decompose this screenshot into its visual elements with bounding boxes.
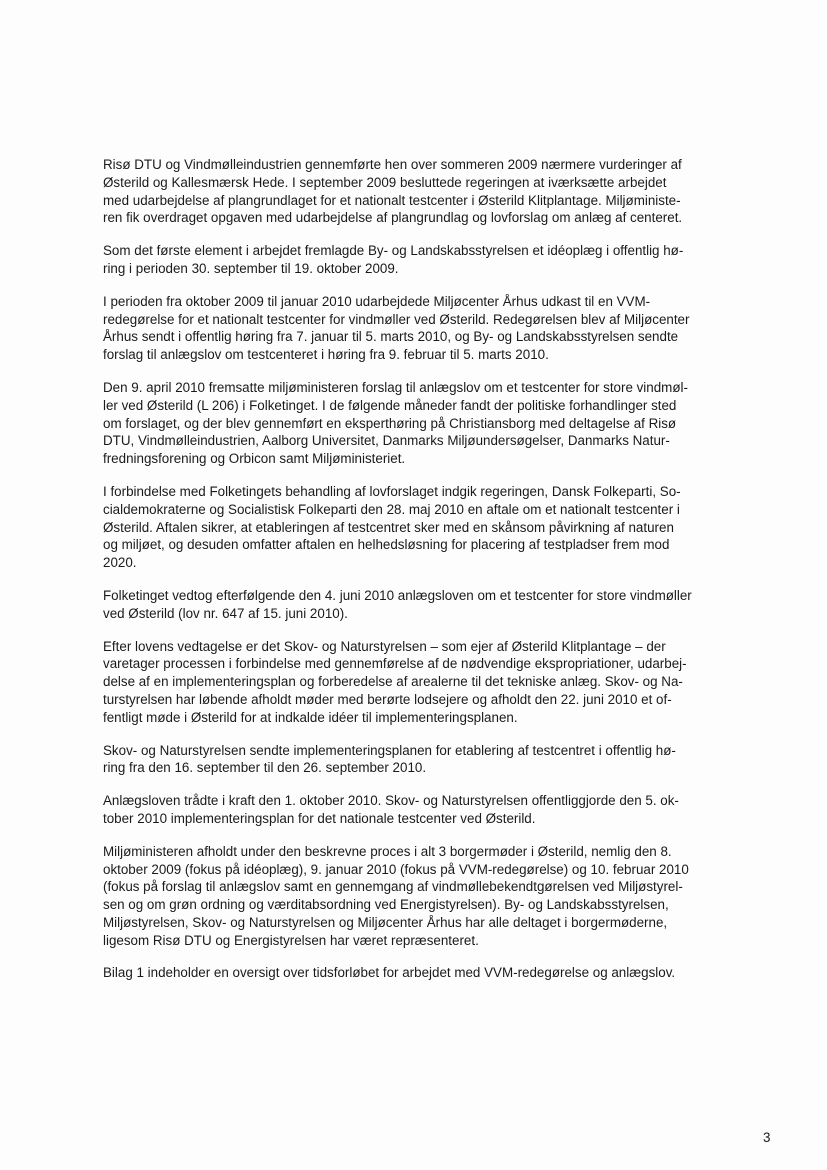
- text-line: Som det første element i arbejdet fremlagde By- og Landskabsstyrelsen et idéoplæg i offentlig hø-: [103, 243, 684, 259]
- text-line: fentligt møde i Østerild for at indkalde idéer til implementeringsplanen.: [103, 709, 518, 725]
- text-line: Risø DTU og Vindmølleindustrien gennemførte hen over sommeren 2009 nærmere vurderinger af: [103, 157, 682, 172]
- document-body: [103, 156, 771, 997]
- text-line: I forbindelse med Folketingets behandling af lovforslaget indgik regeringen, Dansk Folkeparti, So-: [103, 483, 681, 499]
- text-line: delse af en implementeringsplan og forberedelse af arealerne til det tekniske anlæg. Skov- og Na-: [103, 674, 683, 690]
- text-line: Århus sendt i offentlig høring fra 7. januar til 5. marts 2010, og By- og Landskabsstyrelsen sendte: [103, 329, 679, 345]
- text-line: sen og om grøn ordning og værditabsordning ved Energistyrelsen). By- og Landskabsstyrelsen,: [103, 897, 669, 913]
- paragraph: [103, 156, 771, 227]
- text-line: 2020.: [103, 555, 137, 571]
- text-line: med udarbejdelse af plangrundlaget for et nationalt testcenter i Østerild Klitplantage. Miljøministe-: [103, 192, 681, 208]
- text-line: Miljøministeren afholdt under den beskrevne proces i alt 3 borgermøder i Østerild, nemlig den 8.: [103, 843, 672, 859]
- text-line: Skov- og Naturstyrelsen sendte implementeringsplanen for etablering af testcentret i offentlig hø-: [103, 742, 676, 758]
- text-line: Miljøstyrelsen, Skov- og Naturstyrelsen og Miljøcenter Århus har alle deltaget i borgermøderne,: [103, 914, 668, 930]
- paragraph: [103, 742, 771, 778]
- text-line: ring fra den 16. september til den 26. september 2010.: [103, 760, 427, 776]
- paragraph: [103, 242, 771, 278]
- text-line: Den 9. april 2010 fremsatte miljøministeren forslag til anlægslov om et testcenter for store vindmøl-: [103, 379, 688, 395]
- text-line: forslag til anlægslov om testcenteret i høring fra 9. februar til 5. marts 2010.: [103, 347, 549, 363]
- paragraph: [103, 843, 771, 950]
- paragraph: [103, 293, 771, 364]
- paragraph: [103, 379, 771, 468]
- text-line: Folketinget vedtog efterfølgende den 4. juni 2010 anlægsloven om et testcenter for store vindmøller: [103, 587, 692, 603]
- page-number: 3: [763, 1130, 771, 1145]
- text-line: turstyrelsen har løbende afholdt møder med berørte lodsejere og afholdt den 22. juni 2010 et of-: [103, 691, 672, 707]
- paragraph: [103, 792, 771, 828]
- text-line: Efter lovens vedtagelse er det Skov- og Naturstyrelsen – som ejer af Østerild Klitplantage – der: [103, 638, 666, 654]
- text-line: Anlægsloven trådte i kraft den 1. oktober 2010. Skov- og Naturstyrelsen offentliggjorde den 5. ok-: [103, 793, 679, 809]
- text-line: varetager processen i forbindelse med gennemførelse af de nødvendige ekspropriationer, udarbej-: [103, 656, 687, 672]
- text-line: ren fik overdraget opgaven med udarbejdelse af plangrundlag og lovforslag om anlæg af centeret.: [103, 210, 683, 226]
- text-line: fredningsforening og Orbicon samt Miljøministeriet.: [103, 451, 406, 467]
- text-line: ring i perioden 30. september til 19. oktober 2009.: [103, 260, 399, 276]
- text-line: I perioden fra oktober 2009 til januar 2010 udarbejdede Miljøcenter Århus udkast til en VVM-: [103, 293, 651, 309]
- paragraph: [103, 483, 771, 572]
- text-line: ler ved Østerild (L 206) i Folketinget. I de følgende måneder fandt der politiske forhandlinger sted: [103, 397, 677, 413]
- text-line: tober 2010 implementeringsplan for det nationale testcenter ved Østerild.: [103, 810, 536, 826]
- paragraph: [103, 638, 771, 727]
- text-line: Østerild. Aftalen sikrer, at etableringen af testcentret sker med en skånsom påvirkning af naturen: [103, 519, 674, 535]
- text-line: oktober 2009 (fokus på idéoplæg), 9. januar 2010 (fokus på VVM-redegørelse) og 10. februar 2010: [103, 861, 689, 877]
- text-line: og miljøet, og desuden omfatter aftalen en helhedsløsning for placering af testpladser frem mod: [103, 537, 670, 553]
- text-line: Østerild og Kallesmærsk Hede. I september 2009 besluttede regeringen at iværksætte arbejdet: [103, 174, 667, 190]
- paragraph: [103, 587, 771, 623]
- text-line: ved Østerild (lov nr. 647 af 15. juni 2010).: [103, 605, 348, 621]
- text-line: om forslaget, og der blev gennemført en eksperthøring på Christiansborg med deltagelse af Risø: [103, 415, 677, 431]
- text-line: cialdemokraterne og Socialistisk Folkeparti den 28. maj 2010 en aftale om et nationalt testcenter i: [103, 501, 680, 517]
- text-line: ligesom Risø DTU og Energistyrelsen har været repræsenteret.: [103, 932, 479, 948]
- text-line: redegørelse for et nationalt testcenter for vindmøller ved Østerild. Redegørelsen blev af Miljøcenter: [103, 311, 690, 327]
- paragraph: [103, 964, 771, 982]
- text-line: (fokus på forslag til anlægslov samt en gennemgang af vindmøllebekendtgørelsen ved Miljøstyrel-: [103, 879, 683, 895]
- text-line: DTU, Vindmølleindustrien, Aalborg Universitet, Danmarks Miljøundersøgelser, Danmarks Natur-: [103, 433, 670, 449]
- text-line: Bilag 1 indeholder en oversigt over tidsforløbet for arbejdet med VVM-redegørelse og anlægslov.: [103, 965, 676, 981]
